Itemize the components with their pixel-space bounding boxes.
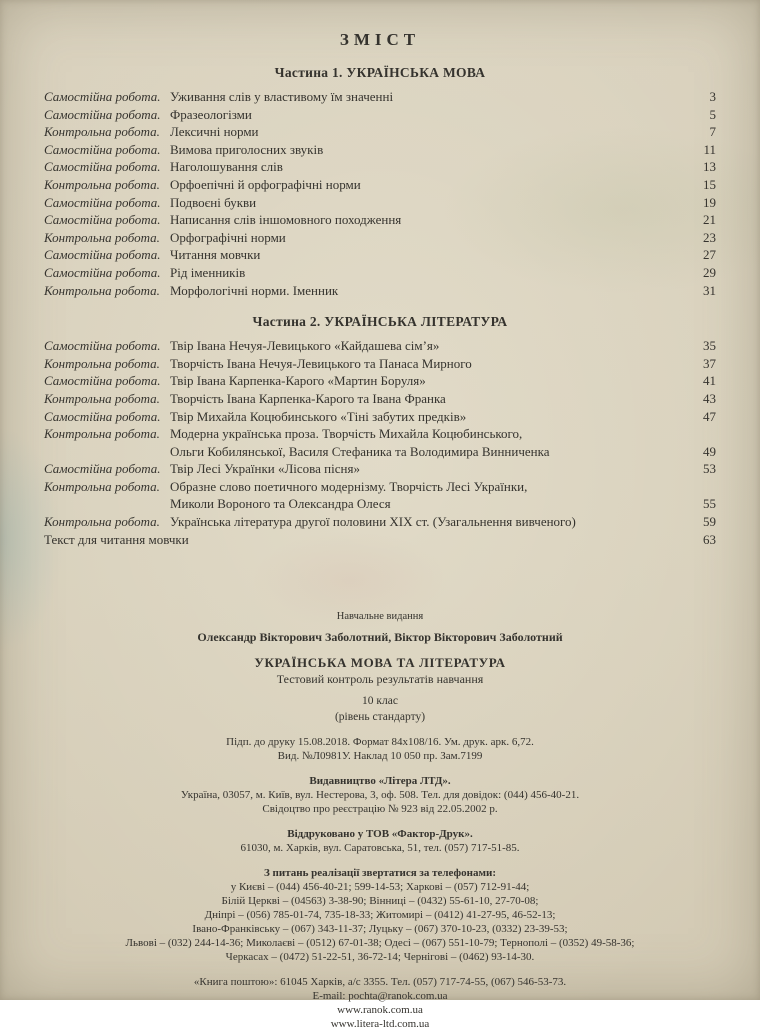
toc-entry	[44, 123, 716, 141]
text-line: Свідоцтво про реєстрацію № 923 від 22.05.2002 р.	[262, 803, 498, 816]
toc-entry	[44, 211, 716, 229]
entry-type-label	[44, 443, 170, 461]
entry-type-label	[44, 495, 170, 513]
text-line: www.litera-ltd.com.ua	[330, 1018, 430, 1031]
entry-title: Модерна українська проза. Творчість Михайла Коцюбинського,	[170, 426, 523, 442]
toc-entry	[44, 282, 716, 300]
entry-title: Українська література другої половини XIX ст. (Узагальнення вивченого)	[170, 514, 576, 530]
entry-type-label: Самостійна робота.	[44, 373, 161, 389]
grade-line: 10 клас	[362, 695, 398, 708]
entry-type-label: Контрольна робота.	[44, 355, 160, 371]
text-line: Підп. до друку 15.08.2018. Формат 84х108/16. Ум. друк. арк. 6,72.	[226, 736, 534, 749]
entry-type-label: Контрольна робота.	[44, 390, 160, 406]
mail-order-info	[0, 975, 760, 1031]
toc-entry	[44, 194, 716, 212]
entry-title: Рід іменників	[170, 264, 246, 280]
toc-entry	[44, 372, 716, 390]
entry-page-number	[682, 425, 716, 443]
entry-title: Морфологічні норми. Іменник	[170, 282, 339, 298]
entry-type-label: Самостійна робота.	[44, 212, 161, 228]
page-title: ЗМІСТ	[339, 30, 421, 49]
entry-type-label: Контрольна робота.	[44, 229, 160, 245]
text-line: Львові – (032) 244-14-36; Миколаєві – (0512) 67-01-38; Одесі – (067) 551-10-79; Тернополі – (0352) 49-58-36;	[125, 937, 635, 950]
entry-page-number: 55	[703, 496, 716, 512]
entry-page-number: 41	[703, 373, 716, 389]
entry-title: Текст для читання мовчки	[44, 531, 189, 547]
entry-title: Творчість Івана Нечуя-Левицького та Панаса Мирного	[170, 355, 472, 371]
toc-entry	[44, 460, 716, 478]
toc-entry	[44, 229, 716, 247]
section-heading: Частина 2. УКРАЇНСЬКА ЛІТЕРАТУРА	[252, 314, 508, 330]
toc-entry	[44, 425, 716, 443]
text-line: Черкасах – (0472) 51-22-51, 36-72-14; Чернігові – (0462) 93-14-30.	[225, 951, 535, 964]
entry-page-number: 27	[703, 247, 716, 263]
toc-entry	[44, 246, 716, 264]
entry-page-number: 19	[703, 194, 716, 210]
entry-title: Фразеологізми	[170, 106, 252, 122]
entry-page-number: 47	[703, 408, 716, 424]
entry-type-label: Самостійна робота.	[44, 247, 161, 263]
toc-entry	[44, 264, 716, 282]
entry-page-number: 43	[703, 390, 716, 406]
entry-title: Читання мовчки	[170, 247, 261, 263]
entry-type-label: Контрольна робота.	[44, 124, 160, 140]
toc-entry	[44, 513, 716, 531]
toc-entry	[44, 408, 716, 426]
entry-title: Орфографічні норми	[170, 229, 286, 245]
entry-page-number: 13	[703, 159, 716, 175]
entry-type-label: Контрольна робота.	[44, 426, 160, 442]
entry-page-number: 15	[703, 176, 716, 192]
printer-info	[0, 827, 760, 855]
toc-entry	[44, 355, 716, 373]
text-line: Видавництво «Літера ЛТД».	[309, 775, 451, 788]
text-line: З питань реалізації звертатися за телефонами:	[264, 867, 496, 880]
text-line: Білій Церкві – (04563) 3-38-90; Вінниці – (0432) 55-61-10, 27-70-08;	[221, 895, 539, 908]
entry-page-number: 3	[709, 89, 716, 104]
entry-title: Наголошування слів	[170, 159, 283, 175]
entry-title: Творчість Івана Карпенка-Карого та Івана Франка	[170, 390, 446, 406]
entry-title: Орфоепічні й орфографічні норми	[170, 176, 361, 192]
entry-page-number: 11	[703, 141, 716, 157]
entry-page-number: 29	[703, 264, 716, 280]
entry-type-label: Контрольна робота.	[44, 282, 160, 298]
toc-entry	[44, 106, 716, 124]
entry-title: Миколи Вороного та Олександра Олеся	[170, 496, 391, 512]
entry-page-number: 37	[703, 355, 716, 371]
book-subtitle: Тестовий контроль результатів навчання	[276, 672, 484, 687]
entry-page-number: 7	[709, 124, 716, 140]
print-info	[0, 735, 760, 763]
toc-entry	[44, 478, 716, 496]
text-line: Віддруковано у ТОВ «Фактор-Друк».	[287, 828, 473, 841]
entry-page-number: 23	[703, 229, 716, 245]
text-line: «Книга поштою»: 61045 Харків, а/с 3355. Тел. (057) 717-74-55, (067) 546-53-73.	[193, 976, 567, 989]
entry-type-label: Самостійна робота.	[44, 338, 161, 354]
entry-page-number	[682, 478, 716, 496]
entry-type-label: Самостійна робота.	[44, 159, 161, 175]
toc-entry	[44, 443, 716, 461]
entry-title: Образне слово поетичного модернізму. Творчість Лесі Українки,	[170, 478, 528, 494]
authors: Олександр Вікторович Заболотний, Віктор Вікторович Заболотний	[197, 630, 563, 645]
text-line: Україна, 03057, м. Київ, вул. Нестерова, 3, оф. 508. Тел. для довідок: (044) 456-40-21.	[180, 789, 580, 802]
text-line: www.ranok.com.ua	[337, 1004, 423, 1017]
entry-type-label: Контрольна робота.	[44, 176, 160, 192]
entry-type-label: Самостійна робота.	[44, 89, 161, 104]
entry-type-label: Самостійна робота.	[44, 408, 161, 424]
text-line: 61030, м. Харків, вул. Саратовська, 51, тел. (057) 717-51-85.	[240, 842, 520, 855]
edition-note: Навчальне видання	[336, 611, 424, 623]
entry-type-label: Контрольна робота.	[44, 478, 160, 494]
book-title: УКРАЇНСЬКА МОВА ТА ЛІТЕРАТУРА	[254, 655, 506, 671]
entry-title: Написання слів іншомовного походження	[170, 212, 402, 228]
entry-title: Твір Михайла Коцюбинського «Тіні забутих предків»	[170, 408, 467, 424]
entry-page-number: 59	[703, 514, 716, 530]
entry-page-number: 5	[709, 106, 716, 122]
entry-title: Лексичні норми	[170, 124, 259, 140]
entry-type-label: Самостійна робота.	[44, 461, 161, 477]
entry-type-label: Контрольна робота.	[44, 514, 160, 530]
entry-title: Подвоєні букви	[170, 194, 257, 210]
text-line: Івано-Франківську – (067) 343-11-37; Луцьку – (067) 370-10-23, (0332) 23-39-53;	[192, 923, 568, 936]
entry-title: Твір Лесі Українки «Лісова пісня»	[170, 461, 360, 477]
entry-type-label: Самостійна робота.	[44, 106, 161, 122]
entry-title: Твір Івана Карпенка-Карого «Мартин Боруля»	[170, 373, 426, 389]
entry-page-number: 63	[703, 531, 716, 547]
toc-entry	[44, 88, 716, 106]
entry-page-number: 53	[703, 461, 716, 477]
entry-page-number: 35	[703, 338, 716, 354]
toc-entry	[44, 495, 716, 513]
toc-entry	[44, 176, 716, 194]
table-of-contents	[44, 65, 716, 548]
toc-entry	[44, 531, 716, 549]
text-line: E-mail: pochta@ranok.com.ua	[312, 990, 448, 1003]
toc-entry	[44, 337, 716, 355]
entry-type-label: Самостійна робота.	[44, 264, 161, 280]
level-line: (рівень стандарту)	[334, 711, 426, 724]
publisher-info	[0, 774, 760, 816]
entry-title: Уживання слів у властивому їм значенні	[170, 89, 394, 104]
entry-page-number: 21	[703, 212, 716, 228]
entry-page-number: 49	[703, 443, 716, 459]
text-line: Вид. №Л0981У. Наклад 10 050 пр. Зам.7199	[277, 750, 483, 763]
entry-type-label: Самостійна робота.	[44, 194, 161, 210]
section-heading: Частина 1. УКРАЇНСЬКА МОВА	[274, 65, 486, 80]
text-line: Дніпрі – (056) 785-01-74, 735-18-33; Житомирі – (0412) 41-27-95, 46-52-13;	[204, 909, 556, 922]
entry-type-label: Самостійна робота.	[44, 141, 161, 157]
imprint	[0, 610, 760, 1031]
sales-contacts	[0, 866, 760, 964]
entry-title: Ольги Кобилянської, Василя Стефаника та Володимира Винниченка	[170, 443, 550, 459]
toc-entry	[44, 141, 716, 159]
text-line: у Києві – (044) 456-40-21; 599-14-53; Харкові – (057) 712-91-44;	[230, 881, 530, 894]
entry-title: Вимова приголосних звуків	[170, 141, 324, 157]
toc-entry	[44, 390, 716, 408]
entry-page-number: 31	[703, 282, 716, 298]
toc-entry	[44, 158, 716, 176]
entry-title: Твір Івана Нечуя-Левицького «Кайдашева сім’я»	[170, 338, 440, 354]
